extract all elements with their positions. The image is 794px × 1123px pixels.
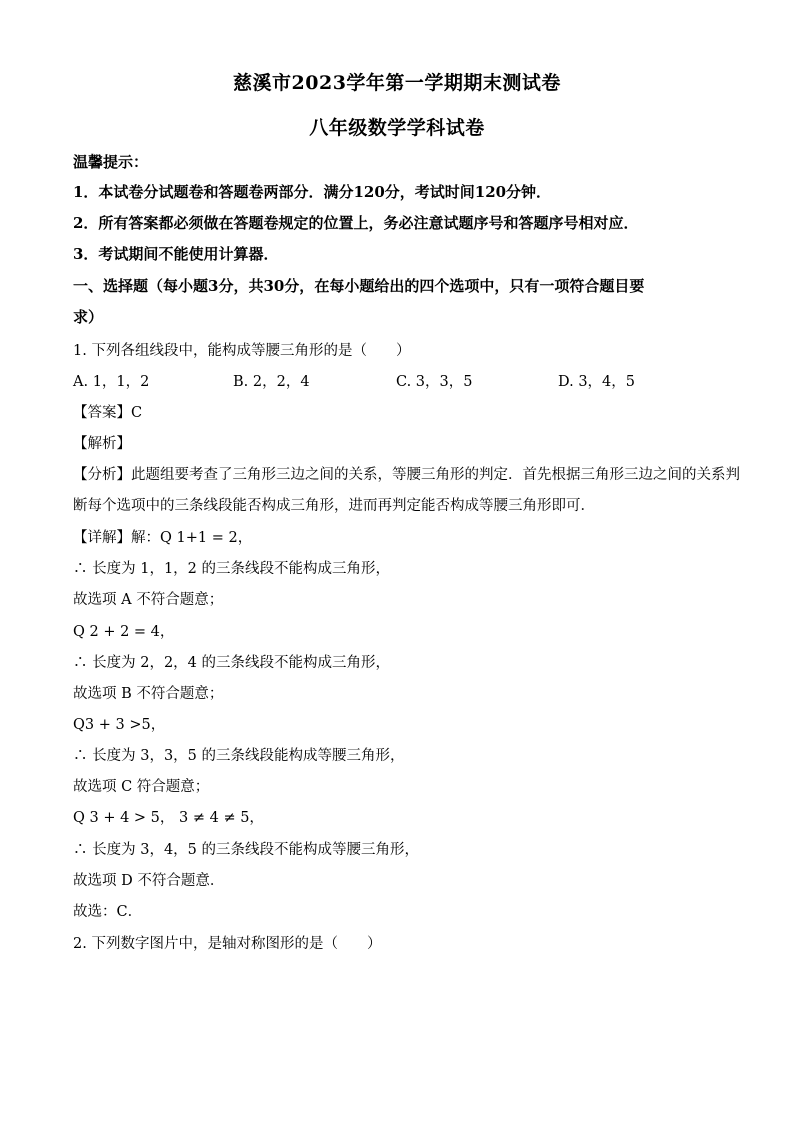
q1-option-d: D. 3，4，5 xyxy=(558,374,636,390)
section-heading-cont: 求） xyxy=(73,308,104,326)
tip-item: 3．考试期间不能使用计算器． xyxy=(73,245,279,263)
q1-detail-line: ∴ 长度为 3，3，5 的三条线段能构成等腰三角形， xyxy=(73,748,405,764)
q1-detail-line: ∴ 长度为 2，2，4 的三条线段不能构成三角形， xyxy=(73,655,391,671)
q1-detail-line: Q 3 + 4 > 5， 3 ≠ 4 ≠ 5， xyxy=(73,810,264,826)
q1-detail-line: ∴ 长度为 1，1，2 的三条线段不能构成三角形， xyxy=(73,561,391,577)
section-heading: 一、选择题（每小题3分，共30分，在每小题给出的四个选项中，只有一项符合题目要 xyxy=(73,277,645,295)
q1-detail-line: Q 2 + 2 = 4， xyxy=(73,624,175,640)
q1-conclusion: 故选：C． xyxy=(73,904,143,920)
q1-answer: 【答案】C xyxy=(73,405,143,421)
q1-detail-line: 故选项 A 不符合题意； xyxy=(73,592,224,608)
q1-analysis-label: 【解析】 xyxy=(73,436,131,452)
tips-heading: 温馨提示： xyxy=(73,153,149,171)
q1-detail-line: Q3 + 3 >5， xyxy=(73,717,166,733)
tip-item: 2．所有答案都必须做在答题卷规定的位置上，务必注意试题序号和答题序号相对应． xyxy=(73,214,639,232)
question-2-stem: 2. 下列数字图片中，是轴对称图形的是（ ） xyxy=(73,936,382,952)
q1-option-b: B. 2，2，4 xyxy=(233,374,310,390)
exam-subtitle: 八年级数学学科试卷 xyxy=(309,117,485,139)
question-1-stem: 1. 下列各组线段中，能构成等腰三角形的是（ ） xyxy=(73,343,411,359)
q1-detail-line: 故选项 C 符合题意； xyxy=(73,779,210,795)
q1-detail-line: 【详解】解：Q 1+1 = 2， xyxy=(73,530,253,546)
q1-option-a: A. 1，1，2 xyxy=(73,374,150,390)
q1-detail-line: 故选项 B 不符合题意； xyxy=(73,686,224,702)
q1-analysis-text-cont: 断每个选项中的三条线段能否构成三角形，进而再判定能否构成等腰三角形即可． xyxy=(73,498,595,514)
q1-detail-line: 故选项 D 不符合题意． xyxy=(73,873,225,889)
q1-analysis-text: 【分析】此题组要考查了三角形三边之间的关系，等腰三角形的判定．首先根据三角形三边之间的关系判 xyxy=(73,467,740,483)
exam-title: 慈溪市2023学年第一学期期末测试卷 xyxy=(233,72,561,94)
tip-item: 1．本试卷分试题卷和答题卷两部分．满分120分，考试时间120分钟． xyxy=(73,183,552,201)
q1-detail-line: ∴ 长度为 3，4，5 的三条线段不能构成等腰三角形， xyxy=(73,842,420,858)
q1-option-c: C. 3，3，5 xyxy=(396,374,473,390)
